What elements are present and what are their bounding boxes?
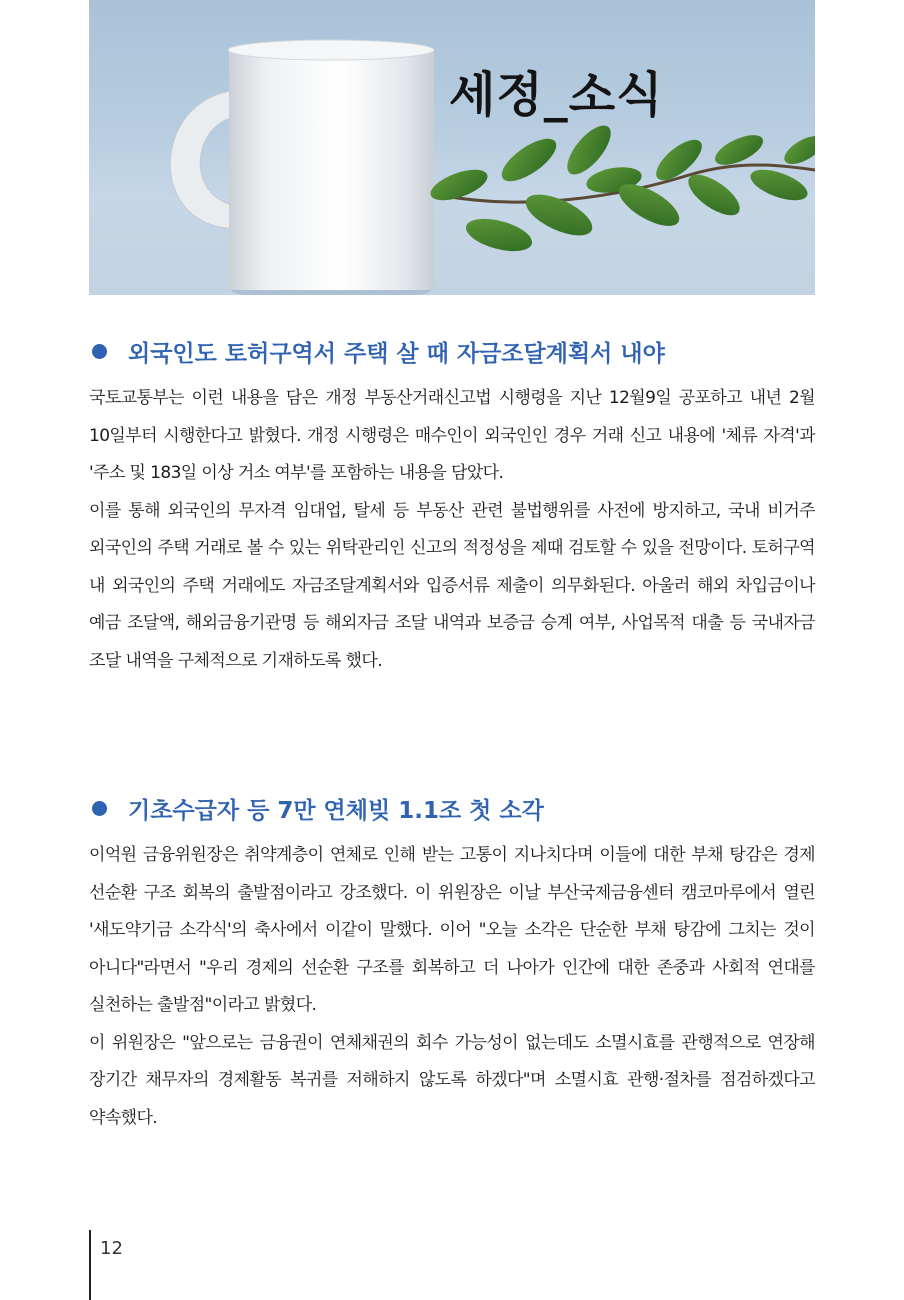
banner-illustration: [89, 0, 815, 295]
paragraph: 이를 통해 외국인의 무자격 임대업, 탈세 등 부동산 관련 불법행위를 사전에 방지하고, 국내 비거주 외국인의 주택 거래로 볼 수 있는 위탁관리인 신고의 적정성을 제때 검토할 수 있을 전망이다. 토허구역 내 외국인의 주택 거래에도 자금조달계획서와 입증서류 제출이 의무화된다. 아울러 해외 차입금이나 예금 조달액, 해외금융기관명 등 해외자금 조달 내역과 보증금 승계 여부, 사업목적 대출 등 국내자금 조달 내역을 구체적으로 기재하도록 했다.: [89, 500, 815, 671]
article-body: [89, 837, 815, 1137]
page-number-rule: [89, 1230, 91, 1300]
article-body: [89, 380, 815, 680]
article-title: 외국인도 토허구역서 주택 살 때 자금조달계획서 내야: [128, 340, 665, 367]
article-2: [89, 793, 815, 1137]
article-1: [89, 336, 815, 680]
article-heading: [89, 336, 815, 366]
paragraph: 국토교통부는 이런 내용을 담은 개정 부동산거래신고법 시행령을 지난 12월9일 공포하고 내년 2월 10일부터 시행한다고 밝혔다. 개정 시행령은 매수인이 외국인인 경우 거래 신고 내용에 '체류 자격'과 '주소 및 183일 이상 거소 여부'를 포함하는 내용을 담았다.: [89, 388, 815, 483]
bullet-icon: [92, 801, 107, 816]
paragraph: 이 위원장은 "앞으로는 금융권이 연체채권의 회수 가능성이 없는데도 소멸시효를 관행적으로 연장해 장기간 채무자의 경제활동 복귀를 저해하지 않도록 하겠다"며 소멸시효 관행·절차를 점검하겠다고 약속했다.: [89, 1032, 815, 1128]
article-heading: [89, 793, 815, 823]
bullet-icon: [92, 344, 107, 359]
page-title: 세정_소식: [449, 67, 664, 123]
paragraph: 이억원 금융위원장은 취약계층이 연체로 인해 받는 고통이 지나치다며 이들에 대한 부채 탕감은 경제 선순환 구조 회복의 출발점이라고 강조했다. 이 위원장은 이날 부산국제금융센터 캠코마루에서 열린 '새도약기금 소각식'의 축사에서 이같이 말했다. 이어 "오늘 소각은 단순한 부채 탕감에 그치는 것이 아니다"라면서 "우리 경제의 선순환 구조를 회복하고 더 나아가 인간에 대한 존중과 사회적 연대를 실천하는 출발점"이라고 밝혔다.: [89, 845, 815, 1015]
page-number: 12: [100, 1238, 123, 1259]
header-banner: [89, 0, 815, 295]
article-title: 기초수급자 등 7만 연체빚 1.1조 첫 소각: [128, 797, 544, 824]
